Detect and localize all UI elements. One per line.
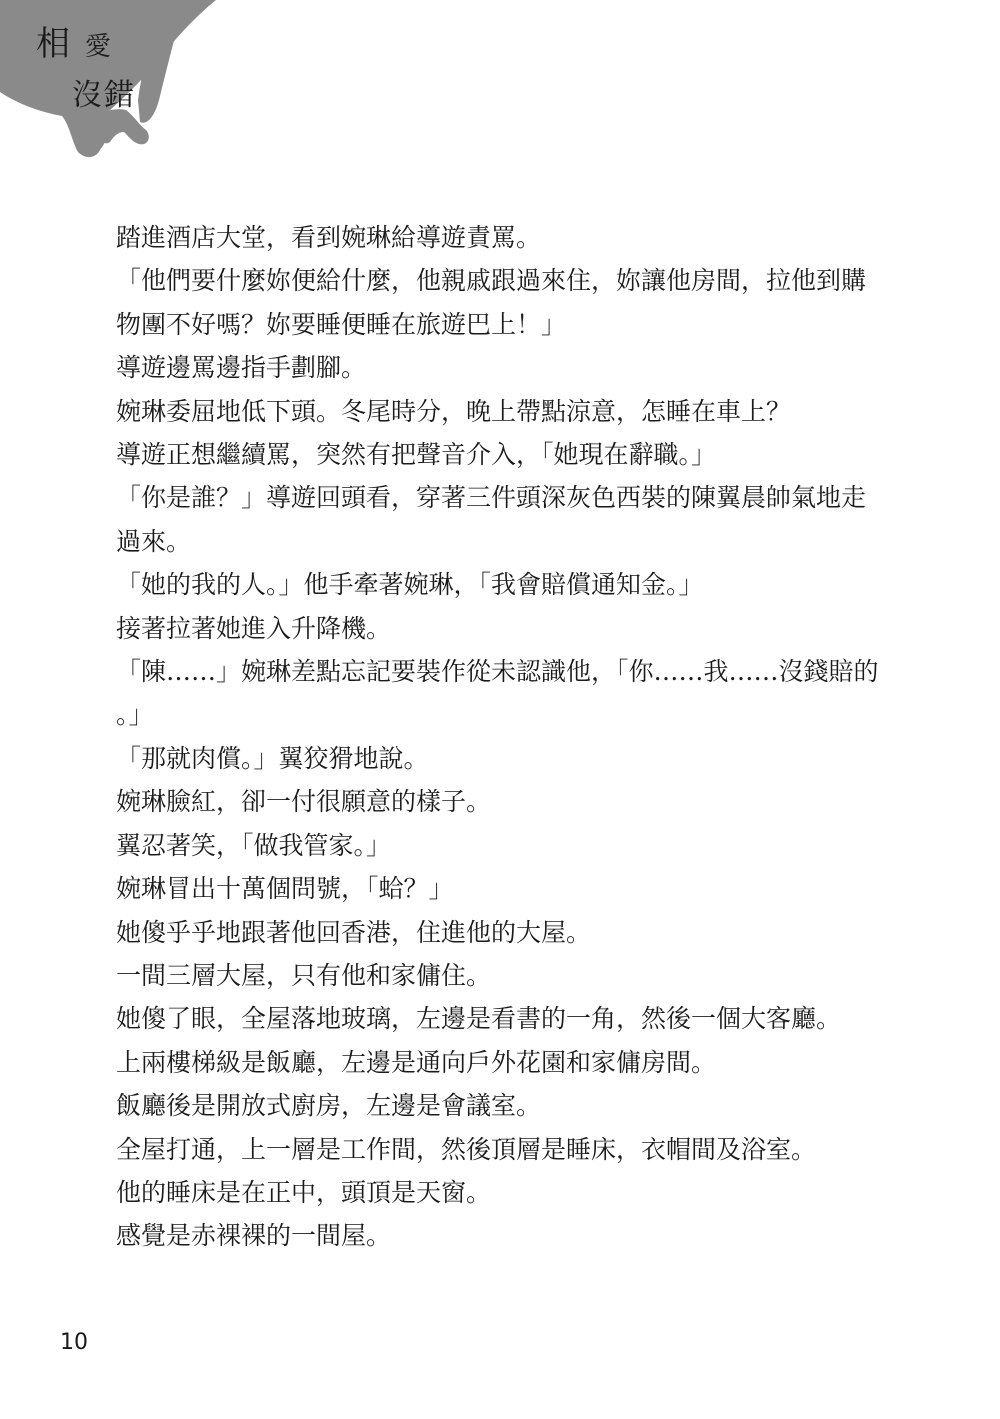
page-number: 10 bbox=[60, 1330, 88, 1355]
paragraph: 她傻了眼，全屋落地玻璃，左邊是看書的一角，然後一個大客廳。 bbox=[116, 1004, 842, 1034]
paragraph: 婉琳委屈地低下頭。冬尾時分，晚上帶點涼意，怎睡在車上？ bbox=[116, 396, 792, 426]
paragraph: 踏進酒店大堂，看到婉琳給導遊責罵。 bbox=[116, 223, 542, 252]
paragraph: 上兩樓梯級是飯廳，左邊是通向戶外花園和家傭房間。 bbox=[116, 1047, 717, 1077]
paragraph: 婉琳臉紅，卻一付很願意的樣子。 bbox=[116, 787, 492, 817]
paragraph: 導遊邊罵邊指手劃腳。 bbox=[116, 353, 367, 383]
paragraph: 「陳……」婉琳差點忘記要裝作從未認識他，「你……我……沒錢賠的。」 bbox=[116, 657, 879, 730]
paragraph: 「他們要什麼妳便給什麼，他親戚跟過來住，妳讓他房間，拉他到購物團不好嗎？妳要睡便睡在旅遊巴上！」 bbox=[116, 266, 867, 339]
paragraph: 導遊正想繼續罵，突然有把聲音介入，「她現在辭職。」 bbox=[116, 440, 717, 470]
book-title-line-1 bbox=[36, 16, 113, 65]
paragraph: 接著拉著她進入升降機。 bbox=[116, 613, 392, 643]
paragraph: 「那就肉償。」翼狡猾地說。 bbox=[116, 743, 429, 773]
paragraph: 「你是誰？」導遊回頭看，穿著三件頭深灰色西裝的陳翼晨帥氣地走過來。 bbox=[116, 483, 867, 556]
book-title-line-2: 沒錯 bbox=[72, 78, 136, 113]
title-char-2: 愛 bbox=[84, 32, 113, 62]
paragraph: 婉琳冒出十萬個問號，「蛤？」 bbox=[116, 874, 454, 904]
paragraph: 一間三層大屋，只有他和家傭住。 bbox=[116, 960, 492, 990]
paragraph: 飯廳後是開放式廚房，左邊是會議室。 bbox=[116, 1091, 542, 1121]
paragraph: 他的睡床是在正中，頭頂是天窗。 bbox=[116, 1177, 492, 1207]
paragraph: 全屋打通，上一層是工作間，然後頂層是睡床，衣帽間及浴室。 bbox=[116, 1134, 817, 1164]
paragraph: 翼忍著笑，「做我管家。」 bbox=[116, 830, 392, 860]
paragraph: 「她的我的人。」他手牽著婉琳，「我會賠償通知金。」 bbox=[116, 570, 704, 600]
title-char-1: 相 bbox=[36, 24, 72, 64]
paragraph: 她傻乎乎地跟著他回香港，住進他的大屋。 bbox=[116, 917, 592, 947]
paragraph: 感覺是赤裸裸的一間屋。 bbox=[116, 1221, 392, 1251]
story-body bbox=[116, 216, 886, 1258]
